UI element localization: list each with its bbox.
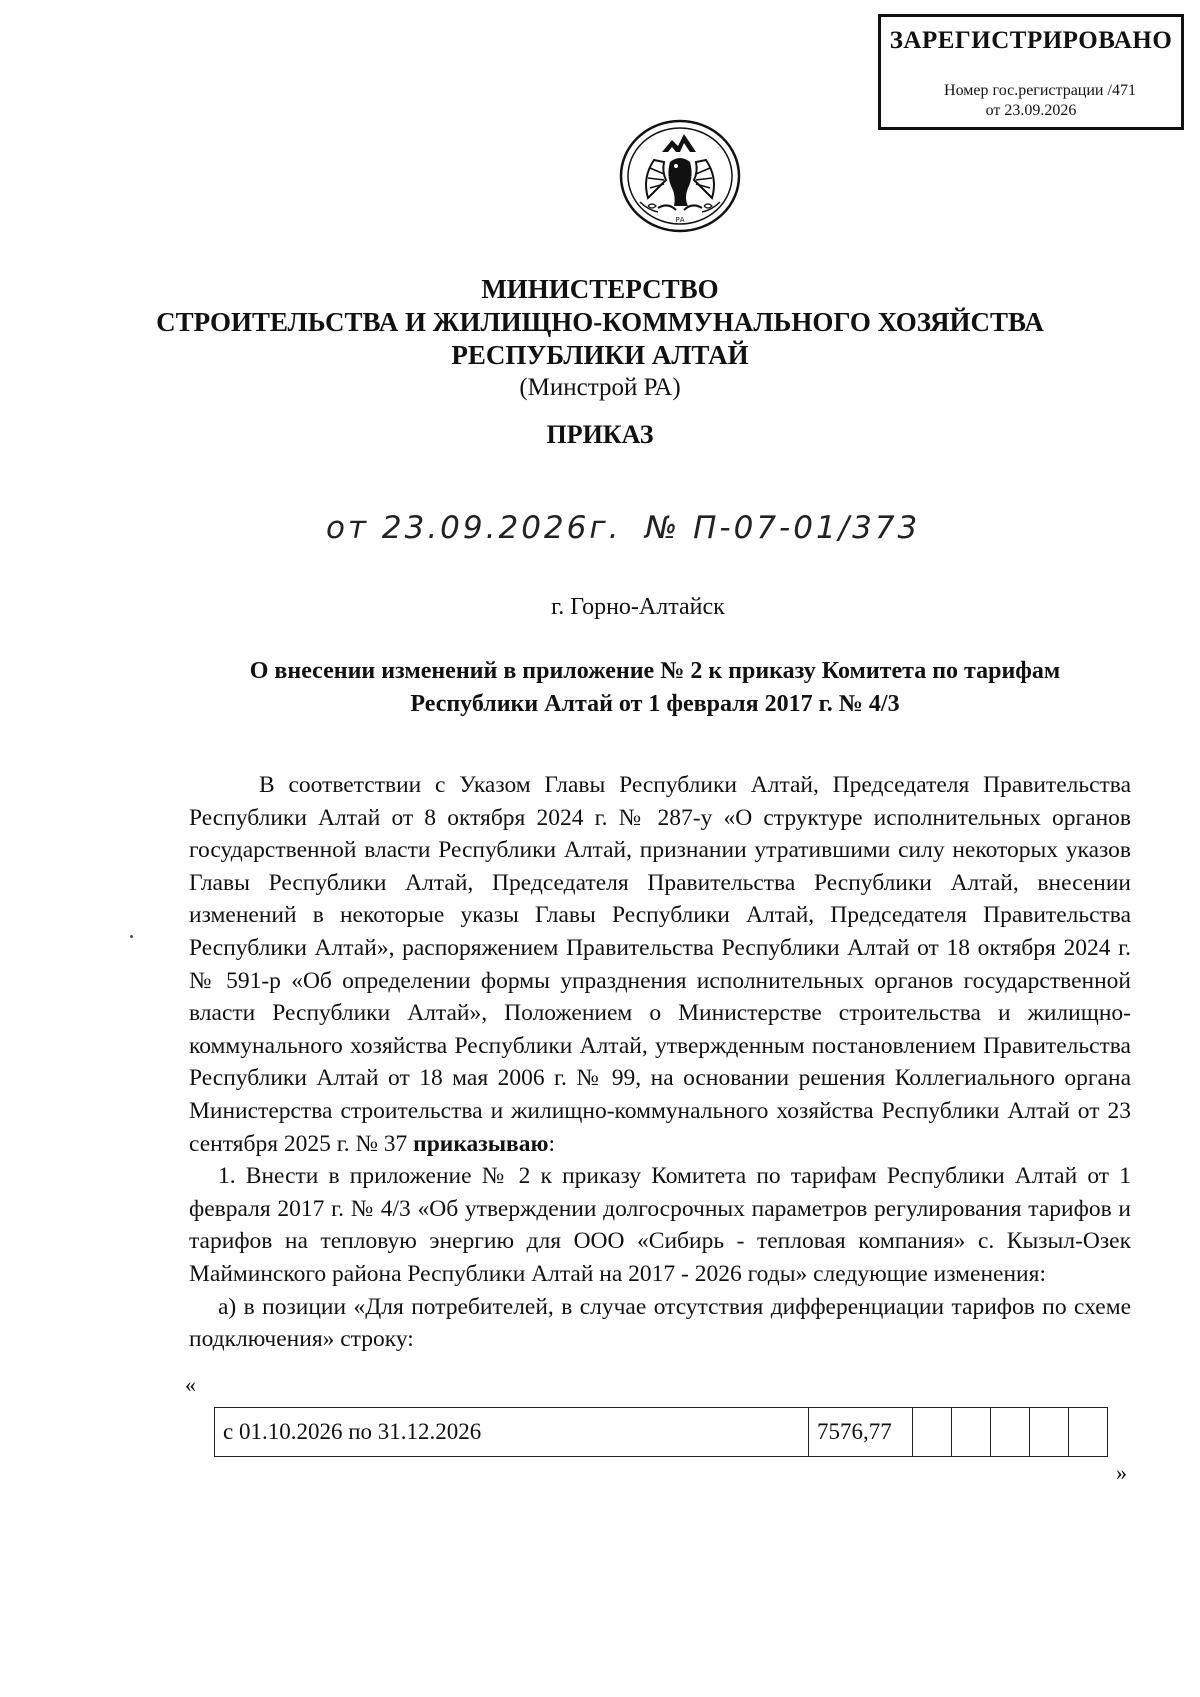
preamble-paragraph [189, 769, 1131, 1160]
order-word: приказываю [413, 1130, 549, 1157]
empty-cell [952, 1408, 991, 1457]
period-cell: с 01.10.2026 по 31.12.2026 [215, 1408, 809, 1457]
document-subject [190, 655, 1120, 721]
tariff-table [214, 1407, 1108, 1457]
item-1: 1. Внести в приложение № 2 к приказу Комитета по тарифам Республики Алтай от 1 февраля 2017 г. № 4/3 «Об утверждении долгосрочных параметров регулирования тарифов и тарифов на тепловую энергию для ООО «Сибирь - тепловая компания» с. Кызыл-Озек Майминского района Республики Алтай на 2017 - 2026 годы» следующие изменения: [189, 1163, 1131, 1287]
ministry-line-3: РЕСПУБЛИКИ АЛТАЙ [451, 340, 749, 370]
empty-cell [1030, 1408, 1069, 1457]
ministry-line-1: МИНИСТЕРСТВО [481, 274, 719, 304]
handwritten-number: № П-07-01/373 [645, 510, 921, 546]
document-body [189, 769, 1131, 1356]
stamp-title: ЗАРЕГИСТРИРОВАНО [889, 27, 1173, 54]
document-type: ПРИКАЗ [546, 420, 654, 449]
city: г. Горно-Алтайск [551, 594, 725, 620]
handwritten-date: от 23.09.2026г. [326, 510, 622, 546]
preamble-colon: : [548, 1130, 555, 1157]
subject-line-2: Республики Алтай от 1 февраля 2017 г. № 4/3 [410, 691, 900, 717]
ministry-name [0, 273, 1200, 403]
stamp-reg-date: от 23.09.2026 [985, 102, 1077, 119]
quote-close: » [1116, 1460, 1127, 1485]
ministry-short-name: (Минстрой РА) [519, 374, 681, 401]
quote-open: « [185, 1372, 196, 1397]
subject-line-1: О внесении изменений в приложение № 2 к приказу Комитета по тарифам [249, 658, 1061, 684]
svg-text:РА: РА [675, 216, 685, 224]
stamp-reg-number: Номер гос.регистрации /471 [944, 82, 1136, 99]
empty-cell [1069, 1408, 1108, 1457]
ministry-line-2: СТРОИТЕЛЬСТВА И ЖИЛИЩНО-КОММУНАЛЬНОГО ХОЗЯЙСТВА [156, 307, 1044, 337]
item-1a: а) в позиции «Для потребителей, в случае отсутствия дифференциации тарифов по схеме подключения» строку: [189, 1293, 1131, 1353]
tariff-value-cell: 7576,77 [809, 1408, 913, 1457]
registration-stamp [878, 14, 1184, 130]
table-row [215, 1408, 1108, 1457]
empty-cell [913, 1408, 952, 1457]
coat-of-arms-icon [618, 118, 742, 234]
scan-speck [130, 935, 133, 938]
preamble-text: В соответствии с Указом Главы Республики Алтай, Председателя Правительства Республики Алтай от 8 октября 2024 г. № 287-у «О структуре исполнительных органов государственной власти Республики Алтай, признании утратившими силу некоторых указов Главы Республики Алтай, Председателя Правительства Республики Алтай, внесении изменений в некоторые указы Главы Республики Алтай, Председателя Правительства Республики Алтай», распоряжением Правительства Республики Алтай от 18 октября 2024 г. № 591-р «Об определении формы упразднения исполнительных органов государственной власти Республики Алтай», Положением о Министерстве строительства и жилищно-коммунального хозяйства Республики Алтай, утвержденным постановлением Правительства Республики Алтай от 18 мая 2006 г. № 99, на основании решения Коллегиального органа Министерства строительства и жилищно-коммунального хозяйства Республики Алтай от 23 сентября 2025 г. № 37 [189, 772, 1131, 1157]
empty-cell [991, 1408, 1030, 1457]
